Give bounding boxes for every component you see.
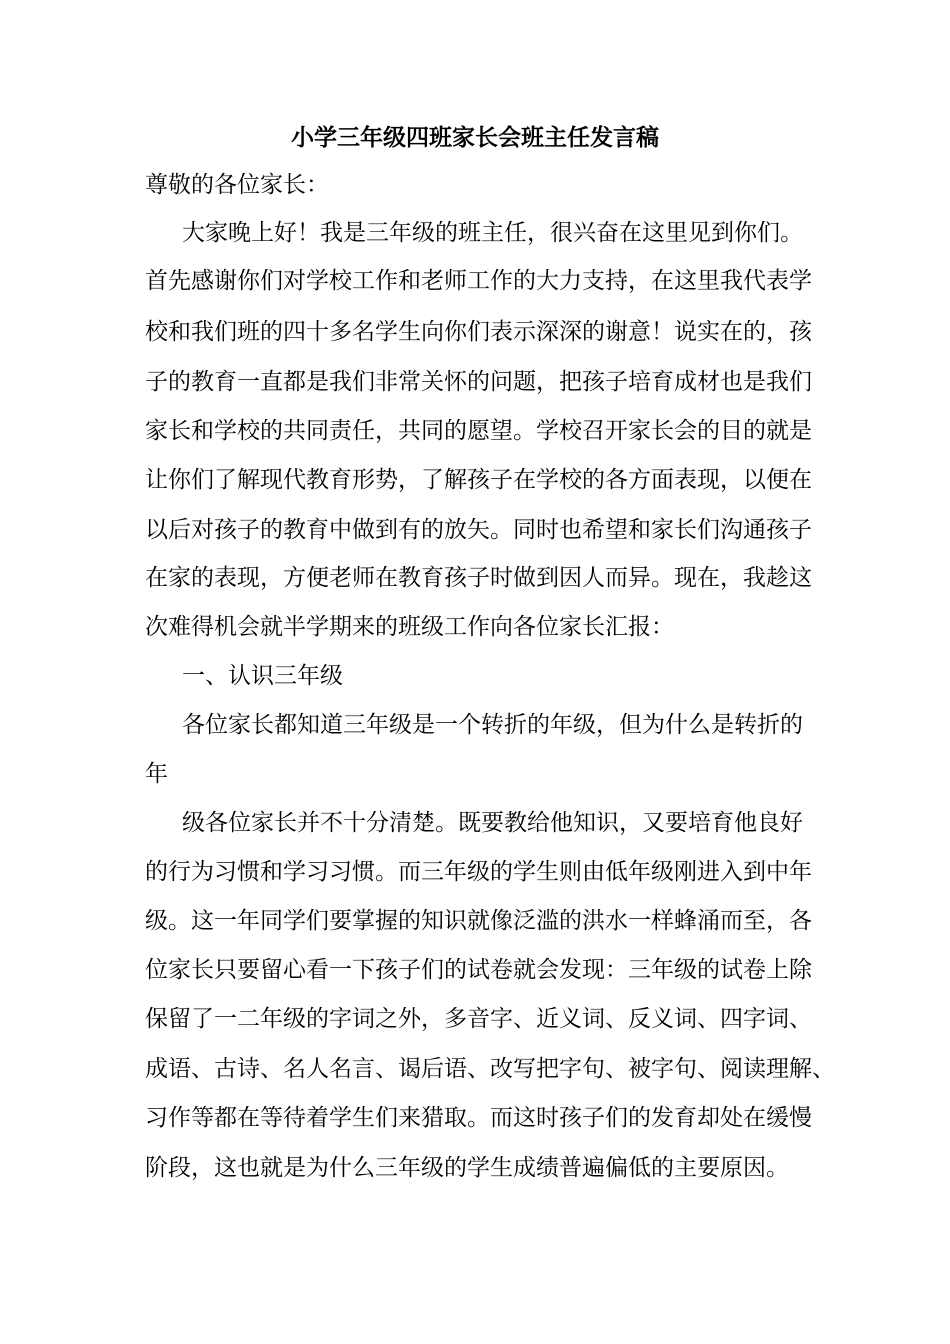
- paragraph-line: 保留了一二年级的字词之外，多音字、近义词、反义词、四字词、: [145, 1006, 812, 1032]
- paragraph-line: 各位家长都知道三年级是一个转折的年级，但为什么是转折的: [182, 712, 803, 738]
- paragraph-line: 子的教育一直都是我们非常关怀的问题，把孩子培育成材也是我们: [145, 369, 812, 395]
- paragraph-line: 的行为习惯和学习习惯。而三年级的学生则由低年级刚进入到中年: [145, 859, 812, 885]
- salutation: 尊敬的各位家长：: [145, 172, 329, 198]
- paragraph-line: 成语、古诗、名人名言、谒后语、改写把字句、被字句、阅读理解、: [145, 1056, 835, 1082]
- paragraph-line: 次难得机会就半学期来的班级工作向各位家长汇报：: [145, 614, 674, 640]
- paragraph-line: 阶段，这也就是为什么三年级的学生成绩普遍偏低的主要原因。: [145, 1155, 789, 1181]
- paragraph-line: 年: [145, 761, 168, 787]
- paragraph-line: 以后对孩子的教育中做到有的放矢。同时也希望和家长们沟通孩子: [145, 517, 812, 543]
- paragraph-line: 在家的表现，方便老师在教育孩子时做到因人而异。现在，我趁这: [145, 565, 812, 591]
- paragraph-line: 校和我们班的四十多名学生向你们表示深深的谢意！说实在的，孩: [145, 319, 812, 345]
- paragraph-line: 大家晚上好！我是三年级的班主任，很兴奋在这里见到你们。: [182, 220, 803, 246]
- paragraph-line: 位家长只要留心看一下孩子们的试卷就会发现：三年级的试卷上除: [145, 957, 812, 983]
- document-title: 小学三年级四班家长会班主任发言稿: [291, 124, 659, 151]
- paragraph-line: 首先感谢你们对学校工作和老师工作的大力支持，在这里我代表学: [145, 268, 812, 294]
- paragraph-line: 习作等都在等待着学生们来猎取。而这时孩子们的发育却处在缓慢: [145, 1105, 812, 1131]
- paragraph-line: 级。这一年同学们要掌握的知识就像泛滥的洪水一样蜂涌而至，各: [145, 908, 812, 934]
- paragraph-line: 让你们了解现代教育形势，了解孩子在学校的各方面表现，以便在: [145, 467, 812, 493]
- section-heading: 一、认识三年级: [182, 663, 343, 689]
- paragraph-line: 级各位家长并不十分清楚。既要教给他知识，又要培育他良好: [182, 810, 803, 836]
- paragraph-line: 家长和学校的共同责任，共同的愿望。学校召开家长会的目的就是: [145, 418, 812, 444]
